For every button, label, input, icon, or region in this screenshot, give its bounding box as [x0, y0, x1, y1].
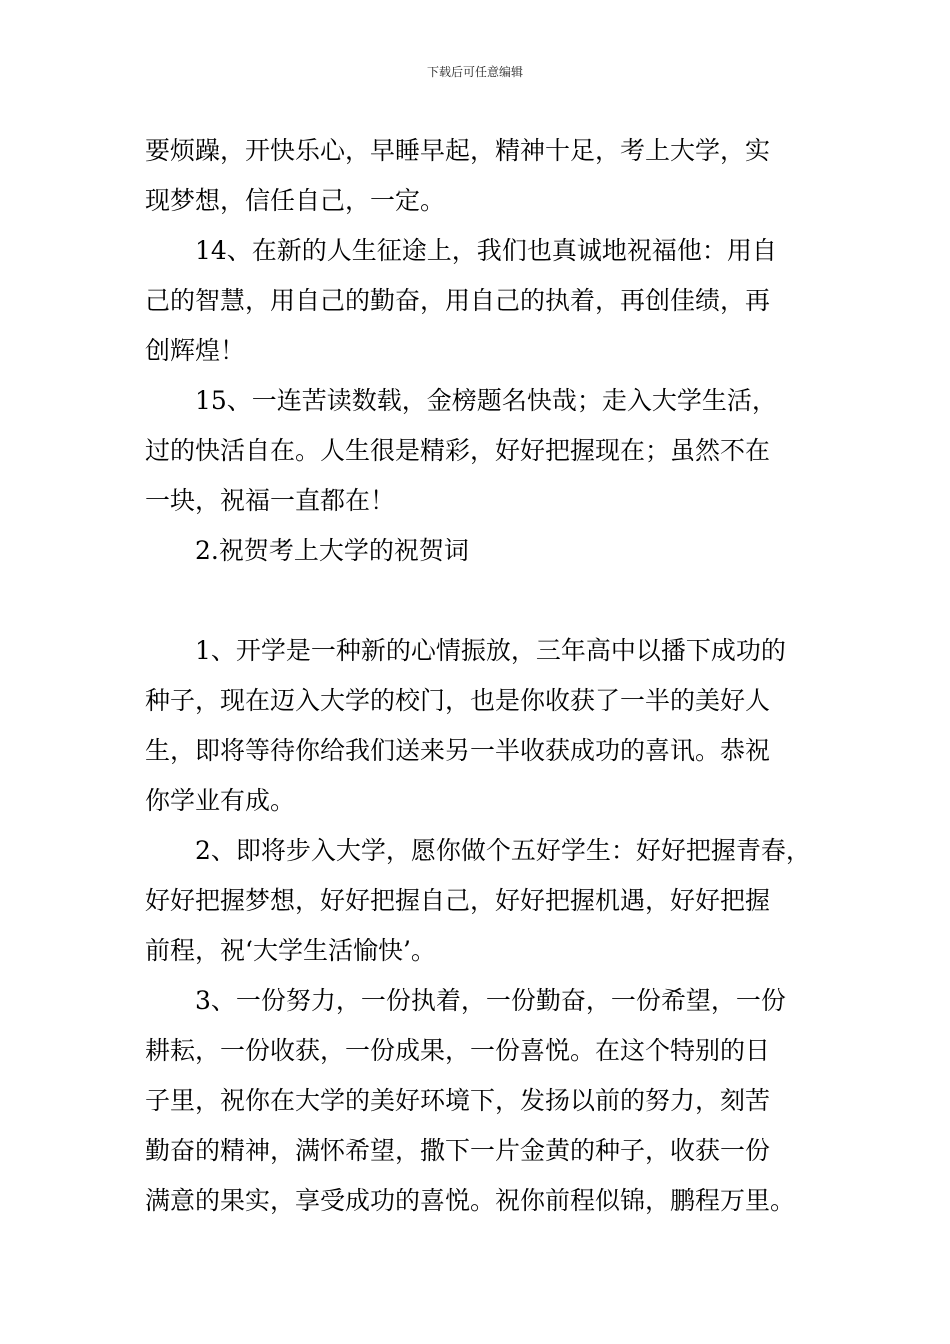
text-line: 生，即将等待你给我们送来另一半收获成功的喜讯。恭祝 — [145, 736, 771, 765]
paragraph-14-start: 14、在新的人生征途上，我们也真诚地祝福他：用自 — [195, 236, 777, 265]
text-line: 现梦想，信任自己，一定。 — [145, 186, 446, 215]
section-heading: 2.祝贺考上大学的祝贺词 — [195, 536, 469, 565]
text-line: 己的智慧，用自己的勤奋，用自己的执着，再创佳绩，再 — [145, 286, 771, 315]
paragraph-15-start: 15、一连苦读数载，金榜题名快哉；走入大学生活， — [195, 386, 777, 415]
text-line: 子里，祝你在大学的美好环境下，发扬以前的努力，刻苦 — [145, 1086, 771, 1115]
page-header-note: 下载后可任意编辑 — [426, 65, 523, 79]
paragraph-1-start: 1、开学是一种新的心情振放，三年高中以播下成功的 — [195, 636, 786, 665]
text-line: 创辉煌！ — [145, 336, 246, 365]
text-line: 要烦躁，开快乐心，早睡早起，精神十足，考上大学，实 — [145, 136, 771, 165]
text-line: 过的快活自在。人生很是精彩，好好把握现在；虽然不在 — [145, 436, 771, 465]
blank-line — [145, 576, 810, 626]
document-body — [145, 126, 810, 1226]
text-line: 满意的果实，享受成功的喜悦。祝你前程似锦，鹏程万里。 — [145, 1186, 796, 1215]
paragraph-2-start: 2、即将步入大学，愿你做个五好学生：好好把握青春， — [195, 836, 811, 865]
text-line: 一块，祝福一直都在！ — [145, 486, 396, 515]
paragraph-3-start: 3、一份努力，一份执着，一份勤奋，一份希望，一份 — [195, 986, 786, 1015]
text-line: 前程，祝‘大学生活愉快’。 — [145, 936, 436, 965]
text-line: 耕耘，一份收获，一份成果，一份喜悦。在这个特别的日 — [145, 1036, 771, 1065]
text-line: 种子，现在迈入大学的校门，也是你收获了一半的美好人 — [145, 686, 771, 715]
text-line: 勤奋的精神，满怀希望，撒下一片金黄的种子，收获一份 — [145, 1136, 771, 1165]
text-line: 你学业有成。 — [145, 786, 296, 815]
text-line: 好好把握梦想，好好把握自己，好好把握机遇，好好把握 — [145, 886, 771, 915]
